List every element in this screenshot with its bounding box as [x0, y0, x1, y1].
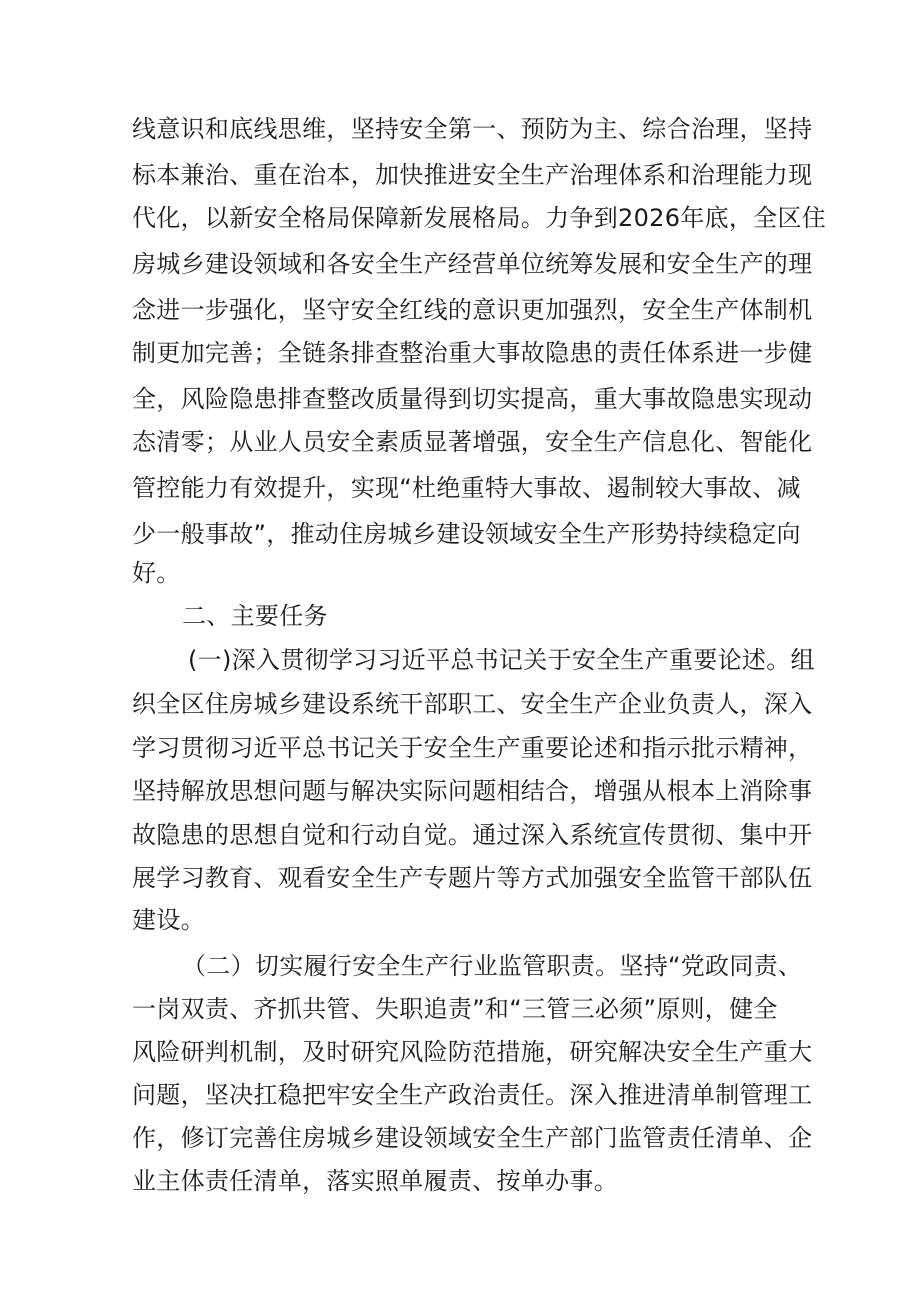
text-line: 故隐患的思想自觉和行动自觉。通过深入系统宣传贯彻、集中开: [132, 821, 813, 849]
text-line: 全，风险隐患排查整改质量得到切实提高，重大事故隐患实现动: [132, 385, 813, 413]
section-heading: 二、主要任务: [182, 602, 328, 630]
subsection-first-line: (一)深入贯彻学习习近平总书记关于安全生产重要论述。组: [188, 646, 815, 674]
text-line: 风险研判机制，及时研究风险防范措施，研究解决安全生产重大: [132, 1038, 813, 1066]
text-line: 展学习教育、观看安全生产专题片等方式加强安全监管干部队伍: [132, 864, 813, 892]
text-line: 管控能力有效提升，实现“杜绝重特大事故、遏制较大事故、减: [132, 474, 801, 502]
text-line: 好。: [132, 559, 181, 587]
text-line: 念进一步强化，坚守安全红线的意识更加强烈，安全生产体制机: [132, 296, 813, 324]
text-line: 建设。: [132, 906, 205, 934]
text-line: 制更加完善；全链条排查整治重大事故隐患的责任体系进一步健: [132, 339, 813, 367]
text-line: 态清零；从业人员安全素质显著增强，安全生产信息化、智能化: [132, 428, 813, 456]
text-line: 线意识和底线思维，坚持安全第一、预防为主、综合治理，坚持: [132, 115, 813, 143]
text-line: 问题，坚决扛稳把牢安全生产政治责任。深入推进清单制管理工: [132, 1081, 813, 1109]
text-line: 房城乡建设领域和各安全生产经营单位统筹发展和安全生产的理: [132, 250, 813, 278]
subsection-first-line: （二）切实履行安全生产行业监管职责。坚持“党政同责、: [182, 952, 803, 980]
text-line: 代化，以新安全格局保障新发展格局。力争到2026年底，全区住: [132, 204, 827, 232]
text-line: 少一般事故”，推动住房城乡建设领域安全生产形势持续稳定向: [132, 520, 801, 548]
text-line: 标本兼治、重在治本，加快推进安全生产治理体系和治理能力现: [132, 161, 813, 189]
text-line: 一岗双责、齐抓共管、失职追责”和“三管三必须”原则，健全: [132, 995, 778, 1023]
text-line: 织全区住房城乡建设系统干部职工、安全生产企业负责人，深入: [132, 690, 813, 718]
text-line: 坚持解放思想问题与解决实际问题相结合，增强从根本上消除事: [132, 777, 813, 805]
text-line: 业主体责任清单，落实照单履责、按单办事。: [132, 1167, 618, 1195]
text-line: 学习贯彻习近平总书记关于安全生产重要论述和指示批示精神，: [132, 734, 813, 762]
text-line: 作，修订完善住房城乡建设领域安全生产部门监管责任清单、企: [132, 1124, 813, 1152]
